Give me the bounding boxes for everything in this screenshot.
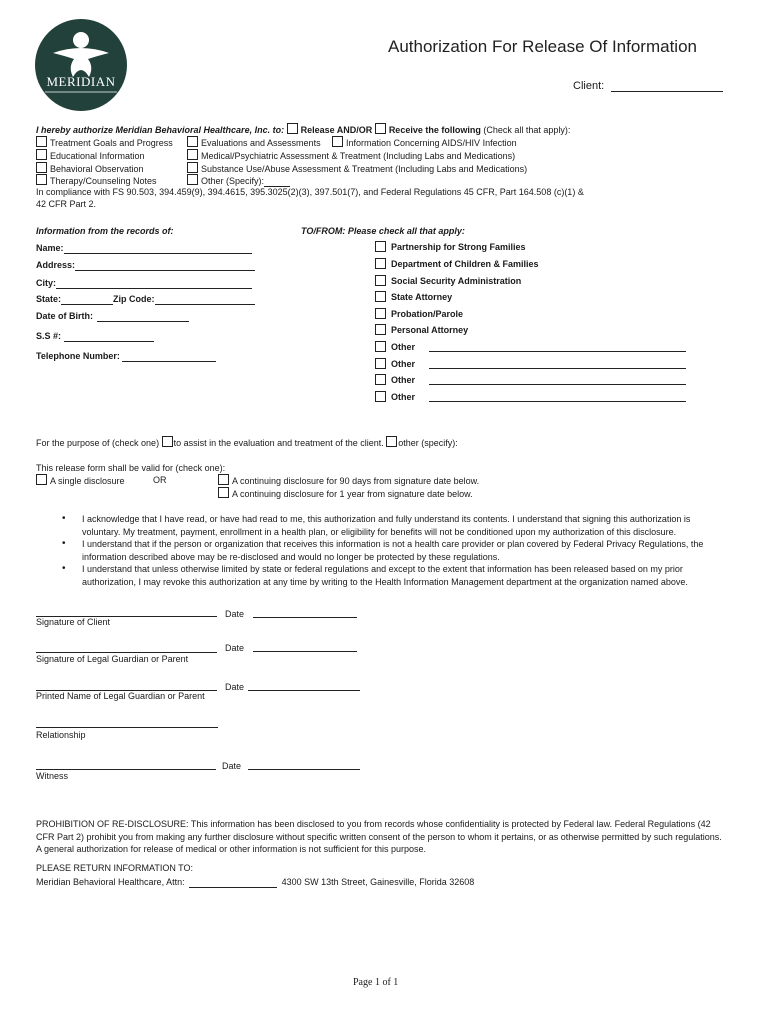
to-from-other-label: Other	[391, 342, 416, 352]
attn-line[interactable]	[189, 877, 277, 888]
logo-emblem	[35, 19, 127, 111]
to-from-checkbox[interactable]	[375, 258, 386, 269]
purpose-other-label: other (specify):	[398, 438, 458, 448]
authorize-line	[36, 123, 570, 136]
to-from-checkbox[interactable]	[375, 241, 386, 252]
to-from-other-checkbox[interactable]	[375, 358, 386, 369]
record-type-label: Therapy/Counseling Notes	[50, 176, 157, 186]
to-from-heading: TO/FROM: Please check all that apply:	[301, 226, 465, 236]
record-type-label: Other (Specify):	[201, 176, 265, 186]
record-type-goals[interactable]	[36, 136, 173, 149]
purpose-lead: For the purpose of (check one)	[36, 438, 160, 448]
witness-date-line[interactable]	[248, 769, 360, 770]
client-date-line[interactable]	[253, 617, 357, 618]
relationship-label: Relationship	[36, 730, 86, 740]
checkbox[interactable]	[36, 149, 47, 160]
record-type-aids[interactable]	[332, 136, 517, 149]
to-from-option: Social Security Administration	[391, 276, 522, 286]
checkbox[interactable]	[187, 174, 198, 185]
assist-checkbox[interactable]	[162, 436, 173, 447]
name-line[interactable]	[64, 243, 252, 254]
info-from-heading: Information from the records of:	[36, 226, 174, 236]
acknowledgement-item: • I understand that if the person or organization that receives this information is not a health care provider or plan covered by Federal Privacy Regulations, the information described above may be re-disclosed and would no longer be protected by these regulations.	[36, 538, 730, 563]
record-type-education[interactable]	[36, 149, 145, 162]
zip-label: Zip Code:	[113, 294, 155, 304]
record-type-label: Medical/Psychiatric Assessment & Treatment (Including Labs and Medications)	[201, 151, 516, 161]
address-label: Address:	[36, 260, 76, 270]
phone-label: Telephone Number:	[36, 351, 120, 361]
client-line	[611, 81, 723, 92]
date-label: Date	[222, 761, 242, 771]
to-from-option: Partnership for Strong Families	[391, 242, 526, 252]
acknowledgement-list	[36, 513, 730, 588]
name-field[interactable]	[36, 242, 252, 254]
return-heading: PLEASE RETURN INFORMATION TO:	[36, 863, 194, 873]
record-type-medical[interactable]	[187, 149, 515, 162]
release-checkbox[interactable]	[287, 123, 298, 134]
ss-label: S.S #:	[36, 331, 62, 341]
assist-label: to assist in the evaluation and treatment of the client.	[173, 438, 384, 448]
acknowledgement-item: • I understand that unless otherwise limited by state or federal regulations and except to the extent that information has been released based on my prior authorization, I may revoke this authorization at any time by writing to the Health Information Management department at the organization named above.	[36, 563, 730, 588]
to-from-checkbox[interactable]	[375, 275, 386, 286]
city-field[interactable]	[36, 277, 252, 289]
return-line	[36, 876, 474, 888]
record-type-label: Educational Information	[50, 151, 145, 161]
to-from-other-line[interactable]	[429, 351, 686, 352]
dob-label: Date of Birth:	[36, 311, 93, 321]
checkbox[interactable]	[36, 136, 47, 147]
disclosure-90-days-option[interactable]	[218, 474, 479, 487]
checkbox[interactable]	[187, 162, 198, 173]
to-from-other-checkbox[interactable]	[375, 374, 386, 385]
meridian-logo	[35, 19, 127, 111]
ss-field[interactable]	[36, 330, 154, 342]
checkbox[interactable]	[187, 136, 198, 147]
dob-field[interactable]	[36, 310, 189, 322]
city-label: City:	[36, 278, 56, 288]
date-label: Date	[225, 643, 245, 653]
to-from-checkbox[interactable]	[375, 291, 386, 302]
printed-name-date-line[interactable]	[248, 690, 360, 691]
ss-line[interactable]	[64, 331, 154, 342]
record-type-label: Treatment Goals and Progress	[50, 138, 173, 148]
return-org: Meridian Behavioral Healthcare, Attn:	[36, 877, 185, 887]
check-note: (Check all that apply):	[483, 125, 571, 135]
client-label: Client:	[573, 80, 605, 92]
or-text: OR	[153, 475, 167, 485]
record-type-label: Evaluations and Assessments	[201, 138, 321, 148]
purpose-other-checkbox[interactable]	[386, 436, 397, 447]
record-type-label: Behavioral Observation	[50, 164, 144, 174]
to-from-other-label: Other	[391, 375, 416, 385]
client-field[interactable]	[573, 80, 723, 92]
address-field[interactable]	[36, 259, 255, 271]
authorize-lead: I hereby authorize Meridian Behavioral Healthcare, Inc. to:	[36, 125, 285, 135]
state-zip-field[interactable]	[36, 293, 255, 305]
to-from-other-label: Other	[391, 392, 416, 402]
prohibition-notice: PROHIBITION OF RE-DISCLOSURE: This information has been disclosed to you from records whose confidentiality is protected by Federal law. Federal Regulations (42 CFR Part 2) prohibit you from making any further disclosure without specific written consent of the person to whom it pertains, or as otherwise permitted by such regulations. A general authorization for release of medical or other information is not sufficient for this purpose.	[36, 819, 722, 854]
address-line[interactable]	[75, 260, 255, 271]
compliance-line-2: 42 CFR Part 2.	[36, 199, 97, 209]
to-from-other-checkbox[interactable]	[375, 391, 386, 402]
witness-label: Witness	[36, 771, 69, 781]
phone-line[interactable]	[122, 351, 216, 362]
to-from-checkbox[interactable]	[375, 308, 386, 319]
checkbox[interactable]	[36, 174, 47, 185]
disclosure-1-year-label: A continuing disclosure for 1 year from signature date below.	[232, 489, 473, 499]
checkbox[interactable]	[36, 162, 47, 173]
logo-text: MERIDIAN	[46, 74, 116, 89]
to-from-other-checkbox[interactable]	[375, 341, 386, 352]
to-from-option: Department of Children & Families	[391, 259, 539, 269]
page-number: Page 1 of 1	[353, 977, 399, 988]
date-label: Date	[225, 682, 245, 692]
purpose-line	[36, 436, 458, 449]
to-from-option: Probation/Parole	[391, 309, 464, 319]
form-title: Authorization For Release Of Information	[388, 37, 697, 56]
state-line[interactable]	[61, 294, 113, 305]
release-label: Release AND/OR	[300, 125, 373, 135]
to-from-other-line[interactable]	[429, 401, 686, 402]
state-label: State:	[36, 294, 62, 304]
record-type-label: Substance Use/Abuse Assessment & Treatment (Including Labs and Medications)	[201, 164, 528, 174]
name-label: Name:	[36, 243, 64, 253]
single-disclosure-checkbox[interactable]	[36, 474, 47, 485]
return-address: 4300 SW 13th Street, Gainesville, Florida 32608	[281, 877, 475, 887]
zip-line[interactable]	[155, 294, 255, 305]
receive-label: Receive the following	[388, 125, 481, 135]
to-from-other-label: Other	[391, 359, 416, 369]
relationship-line[interactable]	[36, 727, 218, 728]
checkbox[interactable]	[332, 136, 343, 147]
client-signature-label: Signature of Client	[36, 617, 111, 627]
single-disclosure-label: A single disclosure	[50, 476, 125, 486]
acknowledgement-item: • I acknowledge that I have read, or have had read to me, this authorization and fully understand its contents. I understand that signing this authorization is voluntary. My treatment, payment, enrollment in a health plan, or eligibility for benefits will not be conditioned upon my authorization of this disclosure.	[36, 513, 730, 538]
guardian-signature-label: Signature of Legal Guardian or Parent	[36, 654, 189, 664]
phone-field[interactable]	[36, 350, 216, 362]
record-type-label: Information Concerning AIDS/HIV Infection	[346, 138, 517, 148]
receive-checkbox[interactable]	[375, 123, 386, 134]
single-disclosure-option[interactable]	[36, 474, 125, 487]
checkbox[interactable]	[187, 149, 198, 160]
printed-name-label: Printed Name of Legal Guardian or Parent	[36, 691, 205, 701]
to-from-checkbox[interactable]	[375, 324, 386, 335]
date-label: Date	[225, 609, 245, 619]
disclosure-90-days-label: A continuing disclosure for 90 days from signature date below.	[232, 476, 480, 486]
disclosure-1-year-checkbox[interactable]	[218, 487, 229, 498]
disclosure-90-days-checkbox[interactable]	[218, 474, 229, 485]
to-from-other-line[interactable]	[429, 384, 686, 385]
disclosure-1-year-option[interactable]	[218, 487, 473, 500]
to-from-other-line[interactable]	[429, 368, 686, 369]
compliance-line-1: In compliance with FS 90.503, 394.459(9), 394.4615, 395.3025(2)(3), 397.501(7), and Federal Regulations 45 CFR, Part 164.508 (c)(1) &	[36, 187, 584, 197]
guardian-date-line[interactable]	[253, 651, 357, 652]
city-line[interactable]	[56, 278, 252, 289]
record-type-evaluations[interactable]	[187, 136, 321, 149]
to-from-option: Personal Attorney	[391, 325, 469, 335]
to-from-option: State Attorney	[391, 292, 453, 302]
dob-line[interactable]	[97, 311, 189, 322]
validity-lead: This release form shall be valid for (check one):	[36, 463, 226, 473]
